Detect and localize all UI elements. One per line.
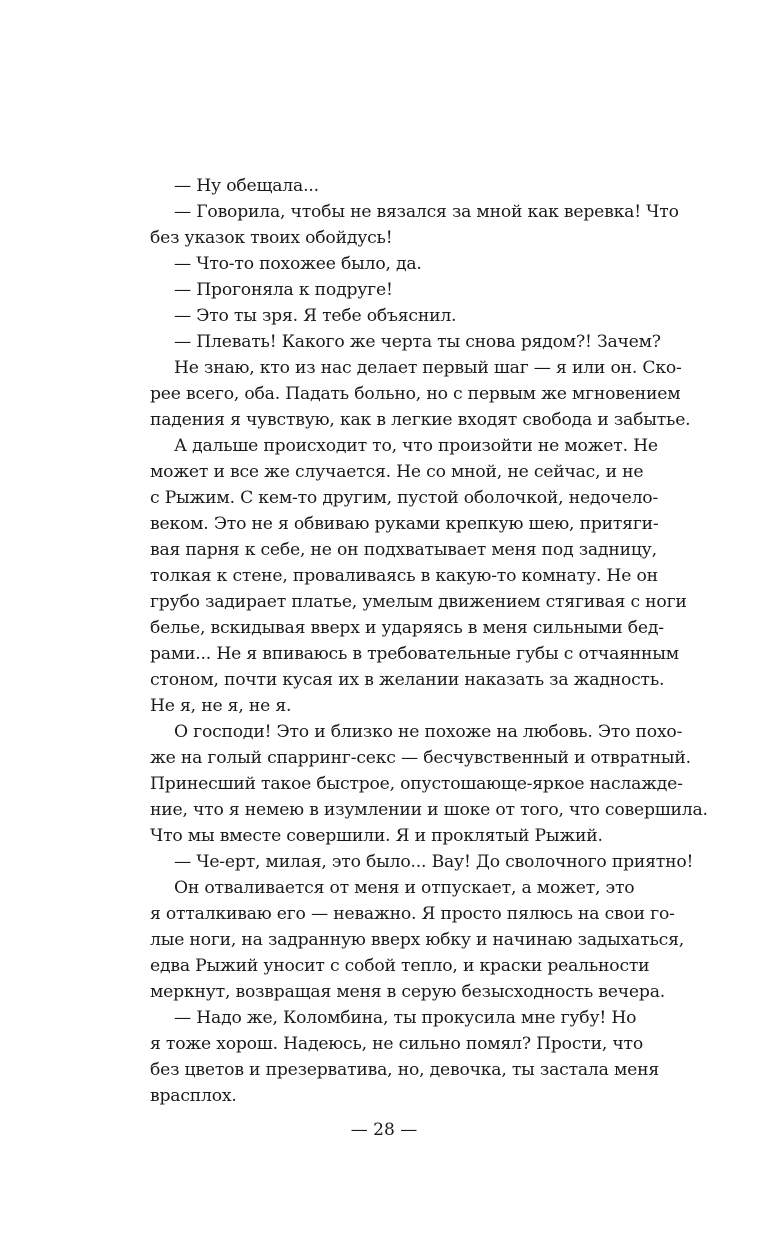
- text-line: грубо задирает платье, умелым движением стягивая с ноги: [150, 592, 687, 612]
- text-line: — Это ты зря. Я тебе объяснил.: [174, 306, 457, 326]
- text-line: — Че-ерт, милая, это было... Вау! До сволочного приятно!: [174, 852, 694, 872]
- text-line: я отталкиваю его — неважно. Я просто пялюсь на свои го-: [150, 904, 675, 924]
- body-text: [150, 173, 708, 1109]
- text-line: же на голый спарринг-секс — бесчувственный и отвратный.: [150, 748, 691, 768]
- text-line: — Ну обещала...: [174, 176, 319, 196]
- text-line: веком. Это не я обвиваю руками крепкую шею, притяги-: [150, 514, 659, 534]
- text-line: — Прогоняла к подруге!: [174, 280, 393, 300]
- text-line: Не я, не я, не я.: [150, 696, 292, 716]
- text-line: Что мы вместе совершили. Я и проклятый Рыжий.: [150, 826, 603, 846]
- text-line: Принесший такое быстрое, опустошающе-яркое наслажде-: [150, 774, 683, 794]
- text-line: — Плевать! Какого же черта ты снова рядом?! Зачем?: [174, 332, 661, 352]
- text-line: рами... Не я впиваюсь в требовательные губы с отчаянным: [150, 644, 679, 664]
- text-line: падения я чувствую, как в легкие входят свобода и забытье.: [150, 410, 691, 430]
- text-line: меркнут, возвращая меня в серую безысходность вечера.: [150, 982, 666, 1002]
- text-line: белье, вскидывая вверх и ударяясь в меня сильными бед-: [150, 618, 664, 638]
- text-line: вая парня к себе, не он подхватывает меня под задницу,: [150, 540, 657, 560]
- text-line: врасплох.: [150, 1086, 237, 1106]
- text-line: — Говорила, чтобы не вязался за мной как веревка! Что: [174, 202, 679, 222]
- text-line: едва Рыжий уносит с собой тепло, и краски реальности: [150, 956, 650, 976]
- page-number: — 28 —: [350, 1120, 418, 1140]
- text-line: лые ноги, на задранную вверх юбку и начинаю задыхаться,: [150, 930, 684, 950]
- text-line: толкая к стене, проваливаясь в какую-то комнату. Не он: [150, 566, 658, 586]
- text-line: я тоже хорош. Надеюсь, не сильно помял? Прости, что: [150, 1034, 643, 1054]
- text-line: без указок твоих обойдусь!: [150, 228, 393, 248]
- text-line: без цветов и презерватива, но, девочка, ты застала меня: [150, 1060, 659, 1080]
- text-line: с Рыжим. С кем-то другим, пустой оболочкой, недочело-: [150, 488, 659, 508]
- text-line: Он отваливается от меня и отпускает, а может, это: [174, 878, 635, 898]
- text-line: — Что-то похожее было, да.: [174, 254, 422, 274]
- text-line: может и все же случается. Не со мной, не сейчас, и не: [150, 462, 644, 482]
- text-line: рее всего, оба. Падать больно, но с первым же мгновением: [150, 384, 681, 404]
- text-line: — Надо же, Коломбина, ты прокусила мне губу! Но: [174, 1008, 637, 1028]
- text-line: О господи! Это и близко не похоже на любовь. Это похо-: [174, 722, 683, 742]
- text-line: ние, что я немею в изумлении и шоке от того, что совершила.: [150, 800, 708, 820]
- text-line: А дальше происходит то, что произойти не может. Не: [174, 436, 658, 456]
- text-line: Не знаю, кто из нас делает первый шаг — я или он. Ско-: [174, 358, 682, 378]
- text-line: стоном, почти кусая их в желании наказать за жадность.: [150, 670, 665, 690]
